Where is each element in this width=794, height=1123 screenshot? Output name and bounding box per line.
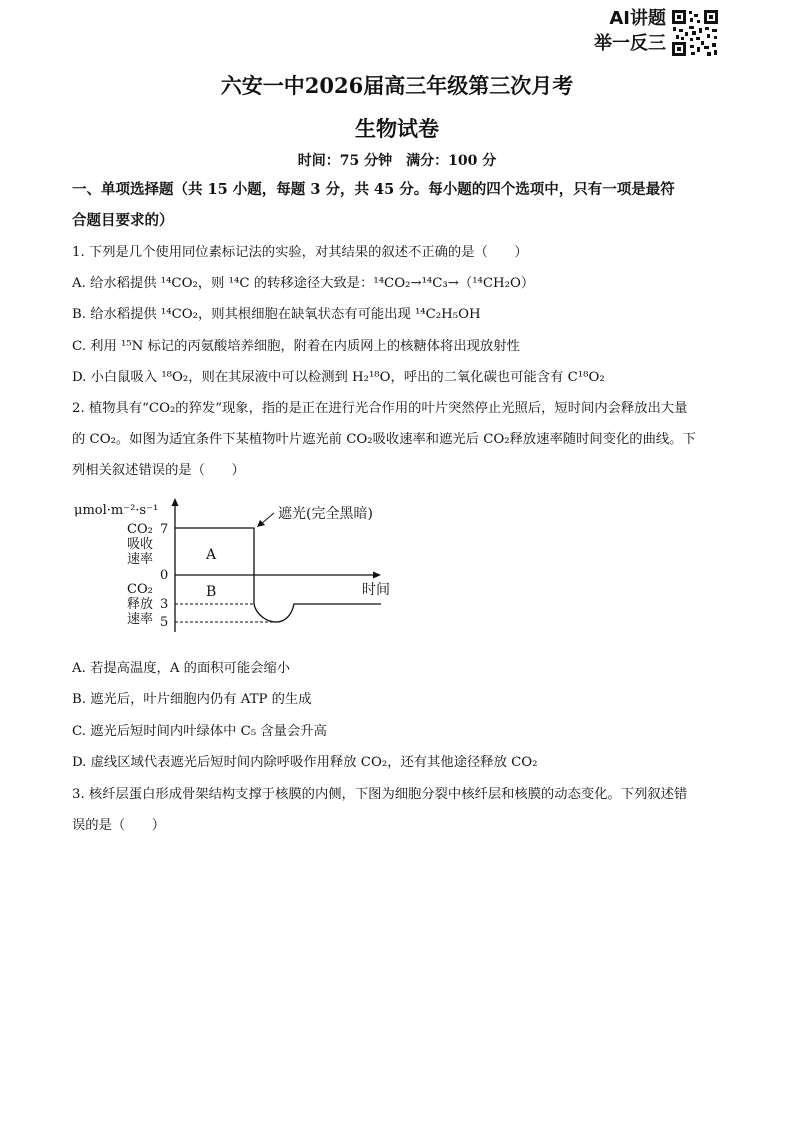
badge-line-1: AI讲题 bbox=[609, 8, 666, 29]
q2-stem-line-2: 的 CO₂。如图为适宜条件下某植物叶片遮光前 CO₂吸收速率和遮光后 CO₂释放速率随时间变化的曲线。下 bbox=[72, 432, 696, 447]
q2-option-c: C. 遮光后短时间内叶绿体中 C₅ 含量会升高 bbox=[72, 724, 327, 739]
x-axis-arrow bbox=[373, 572, 381, 579]
y-lower-label-3: 速率 bbox=[127, 612, 154, 627]
q3-stem-line-2: 误的是（ ） bbox=[72, 818, 166, 833]
x-axis-label: 时间 bbox=[362, 582, 390, 598]
q2-option-b: B. 遮光后，叶片细胞内仍有 ATP 的生成 bbox=[72, 692, 312, 707]
q2-option-a: A. 若提高温度，A 的面积可能会缩小 bbox=[72, 661, 291, 676]
unit-label: μmol·m⁻²·s⁻¹ bbox=[74, 503, 159, 518]
q1-stem: 1. 下列是几个使用同位素标记法的实验，对其结果的叙述不正确的是（ ） bbox=[72, 245, 528, 260]
exam-title: 六安一中2026届高三年级第三次月考 bbox=[220, 73, 574, 98]
section-heading-line-1: 一、单项选择题（共 15 小题，每题 3 分，共 45 分。每小题的四个选项中，只有一项是最符 bbox=[72, 181, 675, 198]
co2-rate-chart bbox=[72, 496, 412, 636]
q2-option-d: D. 虚线区域代表遮光后短时间内除呼吸作用释放 CO₂，还有其他途径释放 CO₂ bbox=[72, 755, 538, 770]
y-lower-label-2: 释放 bbox=[127, 597, 154, 612]
ai-badge[interactable] bbox=[578, 6, 728, 62]
badge-text bbox=[578, 6, 666, 56]
tick-0: 0 bbox=[160, 568, 169, 583]
q2-stem-line-3: 列相关叙述错误的是（ ） bbox=[72, 463, 245, 478]
q3-stem-line-1: 3. 核纤层蛋白形成骨架结构支撑于核膜的内侧，下图为细胞分裂中核纤层和核膜的动态变化。下列叙述错 bbox=[72, 787, 688, 802]
section-heading-line-2: 合题目要求的） bbox=[72, 212, 174, 229]
y-lower-label-1: CO₂ bbox=[127, 582, 153, 597]
tick-3: 3 bbox=[160, 597, 169, 612]
y-upper-label-1: CO₂ bbox=[127, 522, 153, 537]
y-upper-label-3: 速率 bbox=[127, 552, 154, 567]
region-b-label: B bbox=[206, 584, 217, 600]
y-axis-arrow bbox=[172, 498, 179, 506]
exam-meta: 时间：75 分钟 满分：100 分 bbox=[297, 153, 497, 169]
q1-option-d: D. 小白鼠吸入 ¹⁸O₂，则在其尿液中可以检测到 H₂¹⁸O，呼出的二氧化碳也可能含有 C¹⁸O₂ bbox=[72, 370, 605, 385]
tick-5: 5 bbox=[160, 615, 169, 630]
tick-7: 7 bbox=[160, 522, 169, 537]
q1-option-b: B. 给水稻提供 ¹⁴CO₂，则其根细胞在缺氧状态有可能出现 ¹⁴C₂H₅OH bbox=[72, 307, 481, 322]
subject-title: 生物试卷 bbox=[355, 116, 439, 141]
annotation-arrow-line bbox=[261, 513, 274, 524]
badge-line-2: 举一反三 bbox=[594, 33, 666, 54]
q1-option-a: A. 给水稻提供 ¹⁴CO₂，则 ¹⁴C 的转移途径大致是：¹⁴CO₂→¹⁴C₃→（¹⁴CH₂O） bbox=[72, 276, 535, 291]
q1-option-c: C. 利用 ¹⁵N 标记的丙氨酸培养细胞，附着在内质网上的核糖体将出现放射性 bbox=[72, 339, 520, 354]
q2-stem-line-1: 2. 植物具有“CO₂的猝发”现象，指的是正在进行光合作用的叶片突然停止光照后，短时间内会释放出大量 bbox=[72, 401, 688, 416]
qr-code-icon[interactable] bbox=[670, 8, 720, 58]
shading-annotation: 遮光(完全黑暗) bbox=[278, 506, 373, 522]
y-upper-label-2: 吸收 bbox=[127, 537, 154, 552]
region-a-label: A bbox=[206, 547, 217, 563]
